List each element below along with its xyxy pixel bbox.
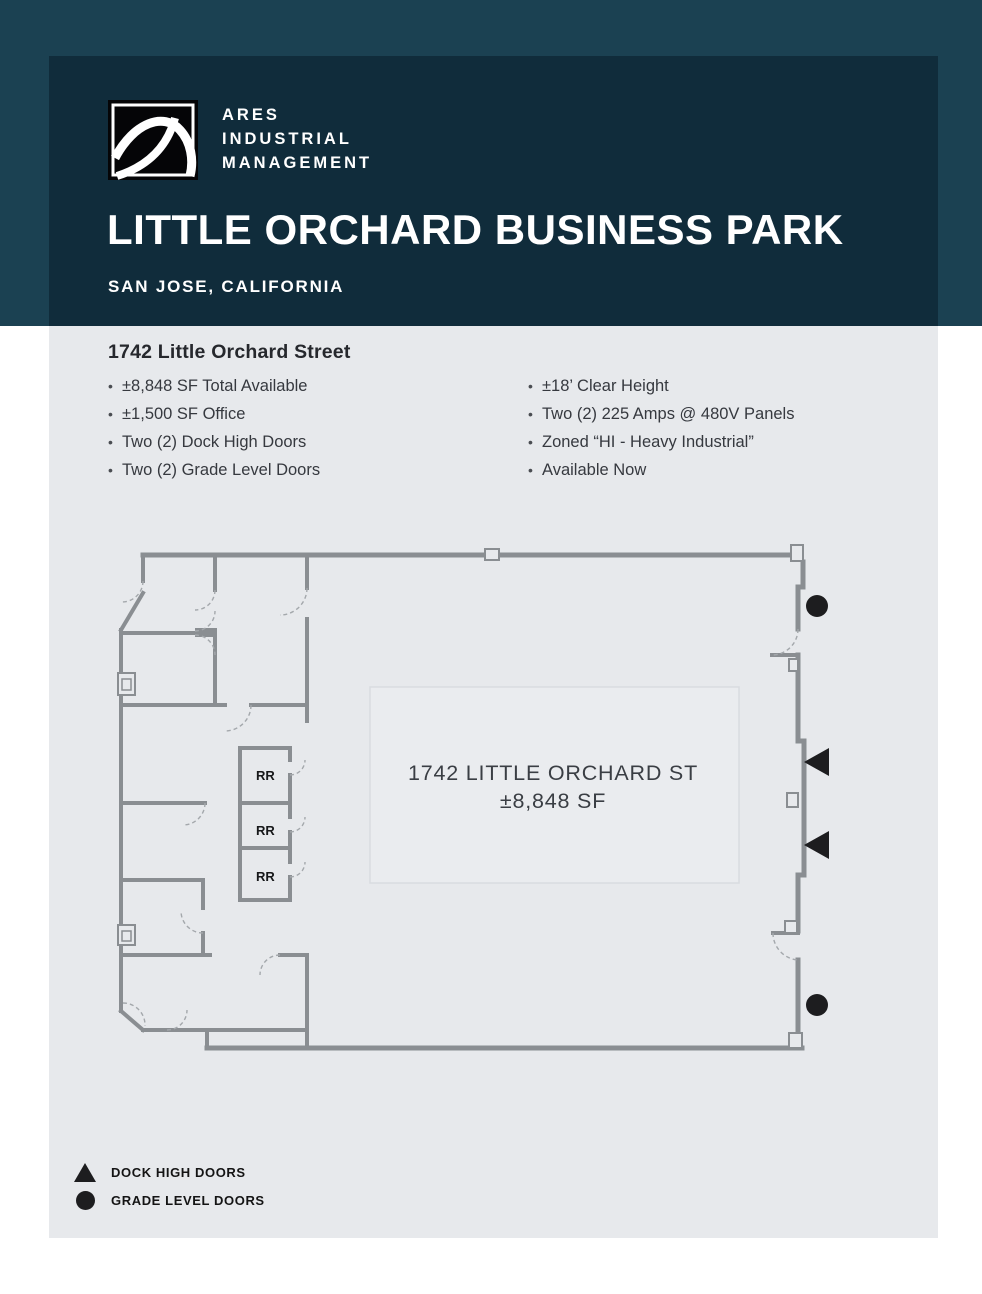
logo-line-1: ARES	[222, 106, 280, 124]
door-legend	[72, 1163, 265, 1210]
logo-line-3: MANAGEMENT	[222, 154, 373, 172]
spec-item	[108, 428, 508, 456]
spec-item	[528, 456, 928, 484]
suite-label-line2: ±8,848 SF	[499, 789, 607, 813]
dock-door-triangle-icon	[804, 831, 829, 859]
logo-wordmark	[222, 103, 372, 175]
page-title: LITTLE ORCHARD BUSINESS PARK	[107, 206, 844, 253]
floor-plan	[115, 543, 840, 1065]
page-subtitle: SAN JOSE, CALIFORNIA	[108, 277, 345, 296]
floor-plan-svg	[115, 543, 840, 1065]
spec-item	[528, 372, 928, 400]
spec-item	[108, 372, 508, 400]
spec-text: ±1,500 SF Office	[122, 404, 246, 423]
spec-text: ±8,848 SF Total Available	[122, 376, 308, 395]
dock-door-triangle-icon	[74, 1163, 96, 1182]
spec-item	[108, 400, 508, 428]
logo-line-2: INDUSTRIAL	[222, 130, 352, 148]
spec-text: ±18’ Clear Height	[542, 376, 669, 395]
bullet-icon: •	[528, 378, 533, 394]
suite-area	[370, 687, 739, 883]
restroom-label: RR	[256, 768, 275, 783]
spec-text: Zoned “HI - Heavy Industrial”	[542, 432, 754, 451]
dock-door-triangle-icon	[804, 748, 829, 776]
spec-text: Two (2) Dock High Doors	[122, 432, 307, 451]
legend-label-grade: GRADE LEVEL DOORS	[111, 1193, 265, 1208]
spec-list-left	[108, 372, 508, 484]
suite-label-line1: 1742 LITTLE ORCHARD ST	[407, 761, 699, 785]
grade-door-circle-icon	[76, 1191, 95, 1210]
legend-label-dock: DOCK HIGH DOORS	[111, 1165, 246, 1180]
legend-item-dock	[72, 1163, 265, 1182]
bullet-icon: •	[108, 462, 113, 478]
bullet-icon: •	[108, 434, 113, 450]
bullet-icon: •	[528, 434, 533, 450]
bullet-icon: •	[108, 378, 113, 394]
spec-item	[108, 456, 508, 484]
spec-item	[528, 428, 928, 456]
spec-item	[528, 400, 928, 428]
bullet-icon: •	[528, 406, 533, 422]
bullet-icon: •	[528, 462, 533, 478]
restroom-label: RR	[256, 823, 275, 838]
spec-list-right	[528, 372, 928, 484]
grade-door-circle-icon	[806, 994, 828, 1016]
grade-door-circle-icon	[806, 595, 828, 617]
bullet-icon: •	[108, 406, 113, 422]
restroom-label: RR	[256, 869, 275, 884]
header-panel	[49, 56, 938, 326]
legend-item-grade	[72, 1191, 265, 1210]
content-panel	[49, 326, 938, 1238]
property-heading: 1742 Little Orchard Street	[108, 341, 351, 363]
ares-logo-mark-icon	[108, 100, 198, 180]
spec-text: Two (2) 225 Amps @ 480V Panels	[542, 404, 795, 423]
spec-text: Available Now	[542, 460, 647, 479]
spec-text: Two (2) Grade Level Doors	[122, 460, 321, 479]
